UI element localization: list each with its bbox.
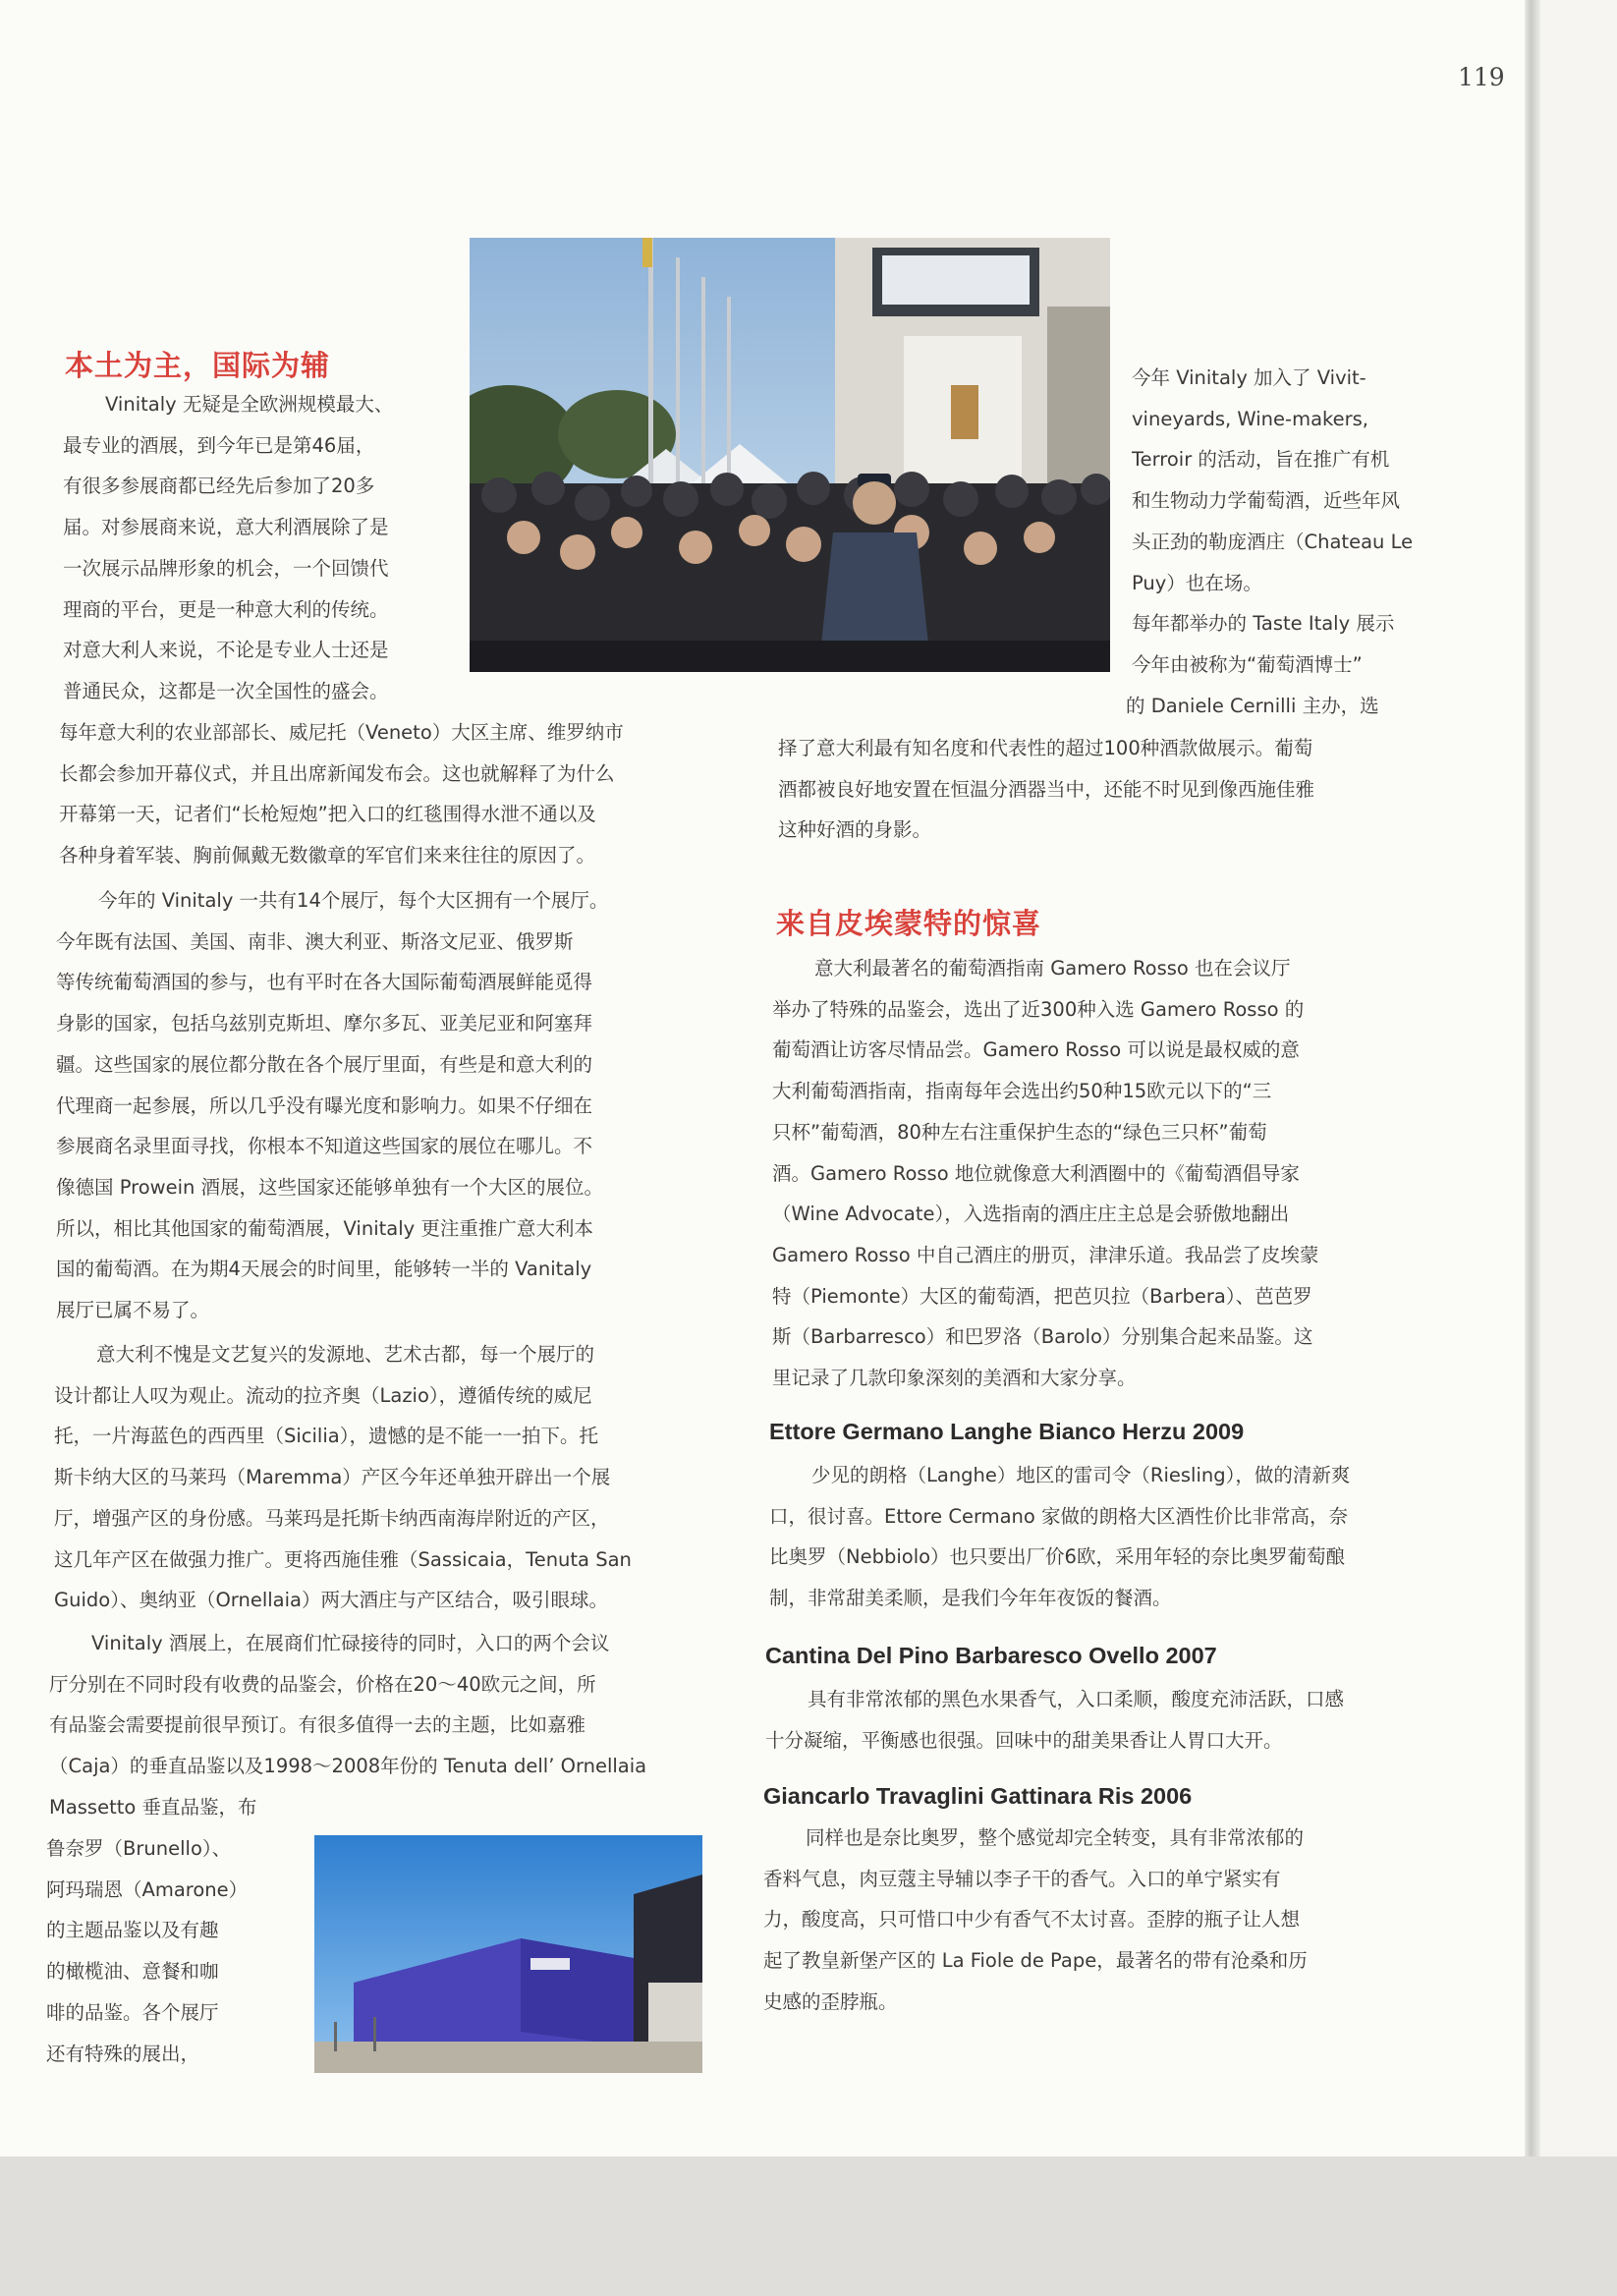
text-line: 斯（Barbarresco）和巴罗洛（Barolo）分别集合起来品鉴。这 xyxy=(772,1325,1313,1349)
text-line: 制，非常甜美柔顺，是我们今年年夜饭的餐酒。 xyxy=(769,1587,1172,1610)
text-line: 像德国 Prowein 酒展，这些国家还能够单独有一个大区的展位。 xyxy=(56,1175,604,1199)
text-line: 只杯”葡萄酒，80种左右注重保护生态的“绿色三只杯”葡萄 xyxy=(772,1120,1267,1144)
text-line: 的主题品鉴以及有趣 xyxy=(46,1919,219,1942)
text-line: 里记录了几款印象深刻的美酒和大家分享。 xyxy=(772,1367,1137,1390)
text-line: 这种好酒的身影。 xyxy=(778,818,932,842)
text-line: 意大利最著名的葡萄酒指南 Gamero Rosso 也在会议厅 xyxy=(814,957,1291,980)
text-line: 代理商一起参展，所以几乎没有曝光度和影响力。如果不仔细在 xyxy=(56,1093,593,1117)
wine-note-gattinara xyxy=(763,1818,1423,2023)
text-line: （Caja）的垂直品鉴以及1998～2008年份的 Tenuta dell’ Ornellaia xyxy=(49,1755,647,1778)
paragraph-halls xyxy=(56,880,716,1331)
text-line: Terroir 的活动，旨在推广有机 xyxy=(1132,448,1390,472)
section-heading-local-focus: 本土为主，国际为辅 xyxy=(65,349,331,382)
text-line: 厅，增强产区的身份感。马莱玛是托斯卡纳西南海岸附近的产区， xyxy=(54,1506,610,1530)
text-line: 开幕第一天，记者们“长枪短炮”把入口的红毯围得水泄不通以及 xyxy=(59,803,596,826)
paragraph-hall-design xyxy=(54,1334,714,1621)
text-line: 葡萄酒让访客尽情品尝。Gamero Rosso 可以说是最权威的意 xyxy=(772,1038,1300,1062)
text-line: 普通民众，这都是一次全国性的盛会。 xyxy=(63,679,389,702)
text-line: 国的葡萄酒。在为期4天展会的时间里，能够转一半的 Vanitaly xyxy=(56,1258,592,1281)
text-line: 十分凝缩，平衡感也很强。回味中的甜美果香让人胃口大开。 xyxy=(765,1728,1283,1752)
text-line: 史感的歪脖瓶。 xyxy=(763,1989,898,2013)
text-line: 比奥罗（Nebbiolo）也只要出厂价6欧，采用年轻的奈比奥罗葡萄酿 xyxy=(769,1545,1345,1569)
text-line: 口，很讨喜。Ettore Cermano 家做的朗格大区酒性价比非常高，奈 xyxy=(769,1504,1349,1528)
text-line: 大利葡萄酒指南，指南每年会选出约50种15欧元以下的“三 xyxy=(772,1080,1272,1103)
text-line: 今年 Vinitaly 加入了 Vivit- xyxy=(1132,366,1366,389)
text-line: Vinitaly 酒展上，在展商们忙碌接待的同时，入口的两个会议 xyxy=(91,1632,610,1654)
text-line: 所以，相比其他国家的葡萄酒展，Vinitaly 更注重推广意大利本 xyxy=(56,1216,593,1240)
page-number: 119 xyxy=(1458,63,1505,91)
text-line: 鲁奈罗（Brunello）、 xyxy=(46,1837,232,1860)
scanner-background xyxy=(0,2156,1617,2296)
text-line: 意大利不愧是文艺复兴的发源地、艺术古都，每一个展厅的 xyxy=(96,1343,595,1366)
text-line: Vinitaly 无疑是全欧洲规模最大、 xyxy=(105,393,394,416)
paragraph-intro-wrap xyxy=(63,384,441,712)
paragraph-tastings xyxy=(49,1623,709,1828)
text-line: 各种身着军装、胸前佩戴无数徽章的军官们来来往往的原因了。 xyxy=(59,844,596,868)
text-line: 酒。Gamero Rosso 地位就像意大利酒圈中的《葡萄酒倡导家 xyxy=(772,1161,1300,1185)
photo-entrance-crowd xyxy=(470,238,1110,672)
text-line: Gamero Rosso 中自己酒庄的册页，津津乐道。我品尝了皮埃蒙 xyxy=(772,1243,1319,1266)
text-line: 对意大利人来说，不论是专业人士还是 xyxy=(63,639,389,662)
wine-note-ovello xyxy=(765,1679,1425,1761)
text-line: Puy）也在场。 xyxy=(1132,571,1262,594)
paragraph-taste-italy xyxy=(778,728,1438,851)
text-line: 展厅已属不易了。 xyxy=(56,1299,210,1322)
text-line: 长都会参加开幕仪式，并且出席新闻发布会。这也就解释了为什么 xyxy=(59,761,615,785)
text-line: vineyards, Wine-makers, xyxy=(1132,407,1368,430)
photo-exhibition-hall xyxy=(314,1835,702,2073)
text-line: 每年意大利的农业部部长、威尼托（Veneto）大区主席、维罗纳市 xyxy=(59,721,624,744)
text-line: 香料气息，肉豆蔻主导辅以李子干的香气。入口的单宁紧实有 xyxy=(763,1867,1281,1890)
text-line: Guido）、奥纳亚（Ornellaia）两大酒庄与产区结合，吸引眼球。 xyxy=(54,1589,608,1612)
text-line: 每年都举办的 Taste Italy 展示 xyxy=(1132,612,1395,636)
text-line: 头正劲的勒庞酒庄（Chateau Le xyxy=(1132,530,1414,553)
text-line: 疆。这些国家的展位都分散在各个展厅里面，有些是和意大利的 xyxy=(56,1052,593,1076)
text-line: 有品鉴会需要提前很早预订。有很多值得一去的主题，比如嘉雅 xyxy=(49,1713,586,1737)
text-line: 等传统葡萄酒国的参与，也有平时在各大国际葡萄酒展鲜能觅得 xyxy=(56,971,593,994)
text-line: 身影的国家，包括乌兹别克斯坦、摩尔多瓦、亚美尼亚和阿塞拜 xyxy=(56,1012,593,1036)
text-line: 厅分别在不同时段有收费的品鉴会，价格在20～40欧元之间，所 xyxy=(49,1672,596,1696)
text-line: 设计都让人叹为观止。流动的拉齐奥（Lazio），遵循传统的威尼 xyxy=(54,1383,592,1407)
text-line: 的 Daniele Cernilli 主办，选 xyxy=(1126,694,1379,717)
text-line: 今年既有法国、美国、南非、澳大利亚、斯洛文尼亚、俄罗斯 xyxy=(56,929,574,953)
text-line: 有很多参展商都已经先后参加了20多 xyxy=(63,475,375,498)
text-line: 的橄榄油、意餐和咖 xyxy=(46,1960,219,1984)
page-edge-shadow xyxy=(1525,0,1540,2296)
text-line: 今年的 Vinitaly 一共有14个展厅，每个大区拥有一个展厅。 xyxy=(98,889,609,912)
crowd-photo-illustration xyxy=(470,238,1110,672)
paragraph-intro-full xyxy=(59,712,719,876)
text-line: 阿玛瑞恩（Amarone） xyxy=(46,1877,249,1901)
text-line: 还有特殊的展出， xyxy=(46,2042,200,2065)
hall-photo-illustration xyxy=(314,1835,702,2073)
paragraph-vivit xyxy=(1126,358,1438,726)
text-line: 力，酸度高，只可惜口中少有香气不太讨喜。歪脖的瓶子让人想 xyxy=(763,1908,1301,1932)
text-line: 特（Piemonte）大区的葡萄酒，把芭贝拉（Barbera）、芭芭罗 xyxy=(772,1284,1312,1308)
paragraph-gamero-rosso xyxy=(772,948,1432,1399)
text-line: Massetto 垂直品鉴，布 xyxy=(49,1795,257,1819)
text-line: 最专业的酒展，到今年已是第46届， xyxy=(63,433,375,457)
text-line: 届。对参展商来说，意大利酒展除了是 xyxy=(63,516,389,539)
text-line: 少见的朗格（Langhe）地区的雷司令（Riesling），做的清新爽 xyxy=(811,1464,1351,1486)
text-line: （Wine Advocate），入选指南的酒庄庄主总是会骄傲地翻出 xyxy=(772,1203,1290,1226)
text-line: 一次展示品牌形象的机会，一个回馈代 xyxy=(63,556,389,580)
wine-note-herzu xyxy=(769,1455,1429,1619)
wine-title-gattinara: Giancarlo Travaglini Gattinara Ris 2006 xyxy=(763,1783,1193,1809)
text-line: 斯卡纳大区的马莱玛（Maremma）产区今年还单独开辟出一个展 xyxy=(54,1466,611,1489)
text-line: 具有非常浓郁的黑色水果香气，入口柔顺，酸度充沛活跃，口感 xyxy=(808,1688,1345,1710)
text-line: 起了教皇新堡产区的 La Fiole de Pape，最著名的带有沧桑和历 xyxy=(763,1949,1308,1973)
text-line: 啡的品鉴。各个展厅 xyxy=(46,2000,219,2024)
wine-title-herzu: Ettore Germano Langhe Bianco Herzu 2009 xyxy=(769,1419,1245,1444)
text-line: 托，一片海蓝色的西西里（Sicilia），遗憾的是不能一一拍下。托 xyxy=(54,1425,598,1448)
section-heading-piemonte: 来自皮埃蒙特的惊喜 xyxy=(776,907,1042,940)
text-line: 择了意大利最有知名度和代表性的超过100种酒款做展示。葡萄 xyxy=(778,737,1313,759)
text-line: 参展商名录里面寻找，你根本不知道这些国家的展位在哪儿。不 xyxy=(56,1135,593,1158)
text-line: 理商的平台，更是一种意大利的传统。 xyxy=(63,597,389,621)
text-line: 酒都被良好地安置在恒温分酒器当中，还能不时见到像西施佳雅 xyxy=(778,777,1315,801)
text-line: 举办了特殊的品鉴会，选出了近300种入选 Gamero Rosso 的 xyxy=(772,997,1305,1021)
text-line: 同样也是奈比奥罗，整个感觉却完全转变，具有非常浓郁的 xyxy=(806,1826,1305,1849)
text-line: 这几年产区在做强力推广。更将西施佳雅（Sassicaia，Tenuta San xyxy=(54,1547,632,1571)
wine-title-ovello: Cantina Del Pino Barbaresco Ovello 2007 xyxy=(765,1643,1217,1668)
text-line: 和生物动力学葡萄酒，近些年风 xyxy=(1132,489,1401,513)
paragraph-tastings-wrap xyxy=(46,1828,282,2074)
text-line: 今年由被称为“葡萄酒博士” xyxy=(1132,652,1363,676)
